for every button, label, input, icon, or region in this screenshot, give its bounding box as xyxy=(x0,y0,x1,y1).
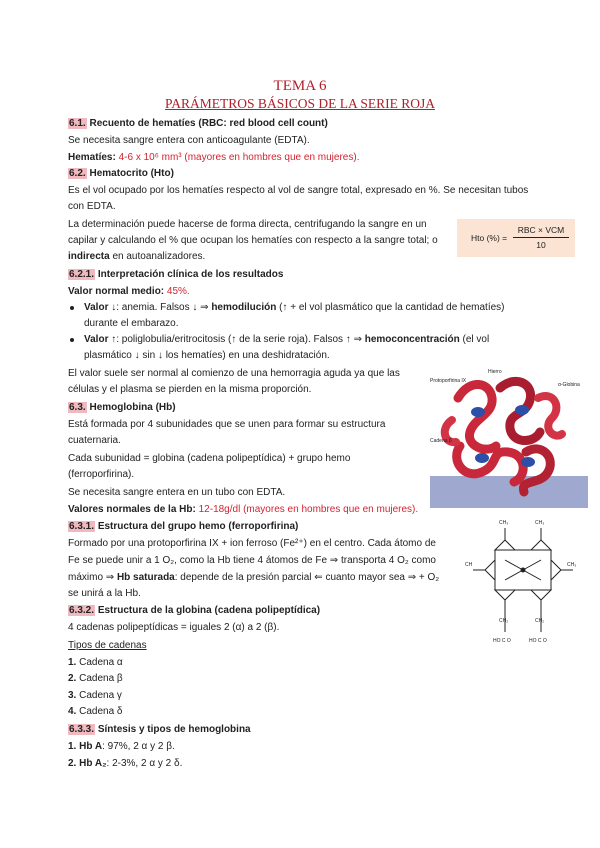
page-subtitle: PARÁMETROS BÁSICOS DE LA SERIE ROJA xyxy=(165,96,435,111)
bullet-item: Valor ↑: poliglobulia/eritrocitosis (↑ de la serie roja). Falsos ↑ ⇒ hemoconcentración (el vol xyxy=(84,334,490,345)
section-6-3-heading: 6.3. Hemoglobina (Hb) xyxy=(69,402,176,413)
paragraph: Se necesita sangre entera con anticoagulante (EDTA). xyxy=(68,135,310,146)
bullet-item-cont: durante el embarazo. xyxy=(84,318,179,329)
label-hierro: Hierro xyxy=(488,369,502,375)
normal-value: Valor normal medio: 45%. xyxy=(68,286,190,297)
paragraph: con EDTA. xyxy=(68,201,116,212)
paragraph: máximo ⇒ Hb saturada: depende de la presión parcial ⇐ cuanto mayor sea ⇒ + O₂ xyxy=(68,572,440,583)
group-label: CH xyxy=(465,562,473,568)
page-title: TEMA 6 xyxy=(273,78,327,94)
porphyrin-ring xyxy=(473,528,573,632)
section-title: Recuento de hematíes (RBC: red blood cell count) xyxy=(89,118,328,129)
section-6-2-heading: 6.2. Hematocrito (Hto) xyxy=(69,168,174,179)
section-6-2-1-heading: 6.2.1. Interpretación clínica de los resultados xyxy=(69,269,284,280)
hemoglobin-structure-figure xyxy=(430,368,588,508)
label-globina: α-Globina xyxy=(558,382,580,388)
heme-chemical-structure-figure xyxy=(465,514,581,648)
list-item: 2. Hb A₂: 2-3%, 2 α y 2 δ. xyxy=(68,758,183,769)
paragraph: Es el vol ocupado por los hematíes respecto al vol de sangre total, expresado en %. Se necesitan tubos xyxy=(68,185,529,196)
bullet-item-cont: plasmático ↓ sin ↓ los hematíes) en una deshidratación. xyxy=(84,350,330,361)
section-6-1-heading xyxy=(68,118,328,130)
group-label: CH₃ xyxy=(567,562,577,568)
globin-chains xyxy=(445,381,562,492)
list-item: 1. Hb A: 97%, 2 α y 2 β. xyxy=(68,741,175,752)
section-number: 6.1. xyxy=(69,118,86,129)
group-label: HO C O xyxy=(493,638,511,644)
paragraph: capilar y calculando el % que ocupan los hematíes con respecto a la sangre total; o xyxy=(68,235,438,246)
list-item: 2. Cadena β xyxy=(68,673,123,684)
formula-denominator: 10 xyxy=(536,240,546,250)
list-item: 4. Cadena δ xyxy=(68,706,123,717)
paragraph: cuaternaria. xyxy=(68,435,121,446)
paragraph: El valor suele ser normal al comienzo de una hemorragia aguda ya que las xyxy=(68,368,400,379)
list-item: 1. Cadena α xyxy=(68,657,123,668)
paragraph: La determinación puede hacerse de forma directa, centrifugando la sangre en un xyxy=(68,219,427,230)
paragraph: Se necesita sangre entera en un tubo con EDTA. xyxy=(68,487,286,498)
bullet-item: Valor ↓: anemia. Falsos ↓ ⇒ hemodilución (↑ + el vol plasmático que la cantidad de hematíes) xyxy=(84,302,505,313)
paragraph: indirecta en autoanalizadores. xyxy=(68,251,206,262)
formula-numerator: RBC × VCM xyxy=(517,225,565,235)
list-item: 3. Cadena γ xyxy=(68,690,122,701)
paragraph: (ferroporfirina). xyxy=(68,469,135,480)
section-6-3-3-heading: 6.3.3. Síntesis y tipos de hemoglobina xyxy=(69,724,251,735)
group-label: CH₂ xyxy=(535,618,545,624)
hematocrit-formula: Hto (%) = RBC × VCM 10 xyxy=(457,219,575,257)
label-cadena: Cadena β xyxy=(430,438,452,444)
paragraph: Fe se puede unir a 1 O₂, como la Hb tiene 4 átomos de Fe ⇒ transporta 4 O₂ como xyxy=(68,555,436,566)
chain-types-heading: Tipos de cadenas xyxy=(68,640,147,651)
paragraph: Formado por una protoporfirina IX + ion ferroso (Fe²⁺) en el centro. Cada átomo de xyxy=(68,538,436,549)
paragraph: Está formada por 4 subunidades que se unen para formar su estructura xyxy=(68,419,386,430)
group-label: CH₃ xyxy=(499,520,509,526)
hematies-values: Hematíes: 4-6 x 10⁶ mm³ (mayores en hombres que en mujeres). xyxy=(68,152,360,163)
bullet-icon xyxy=(70,306,74,310)
section-6-3-2-heading: 6.3.2. Estructura de la globina (cadena polipeptídica) xyxy=(69,605,321,616)
group-label: CH₃ xyxy=(535,520,545,526)
section-6-3-1-heading: 6.3.1. Estructura del grupo hemo (ferroporfirina) xyxy=(69,521,299,532)
heme-groups xyxy=(471,405,535,467)
paragraph: 4 cadenas polipeptídicas = iguales 2 (α) a 2 (β). xyxy=(68,622,280,633)
group-label: CH₂ xyxy=(499,618,509,624)
hb-normal-values: Valores normales de la Hb: 12-18g/dl (mayores en hombres que en mujeres). xyxy=(68,504,419,515)
paragraph: se unirá a la Hb. xyxy=(68,588,141,599)
bullet-icon xyxy=(70,338,74,342)
figure-background xyxy=(430,476,588,508)
paragraph: Cada subunidad = globina (cadena polipeptídica) + grupo hemo xyxy=(68,453,351,464)
label-protoporfirina: Protoporfirina IX xyxy=(430,378,467,384)
group-label: HO C O xyxy=(529,638,547,644)
fraction-bar xyxy=(513,237,569,238)
paragraph: células y el plasma se pierden en la misma proporción. xyxy=(68,384,312,395)
